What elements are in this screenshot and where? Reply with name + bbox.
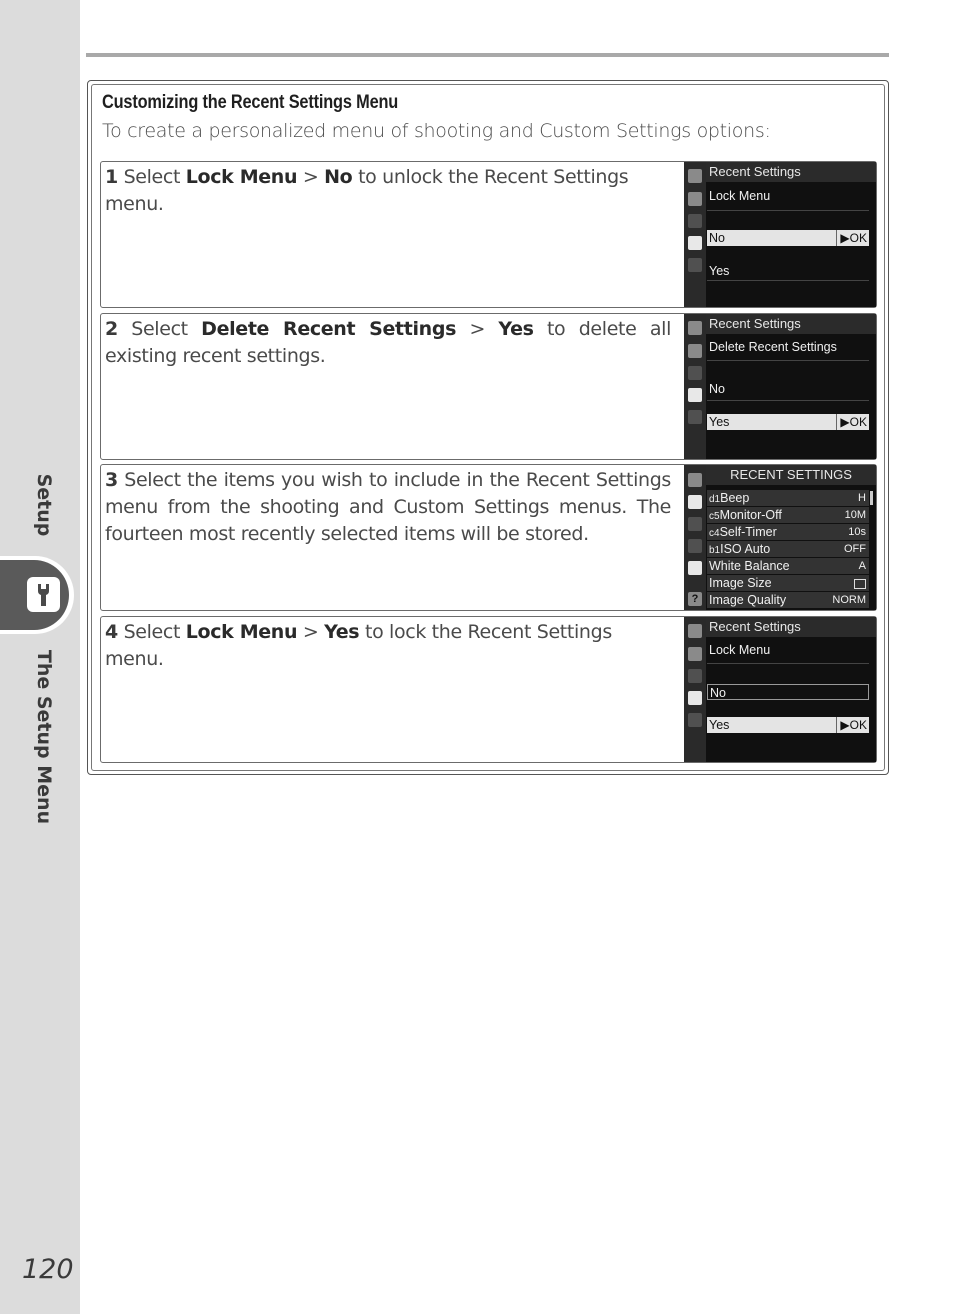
option-yes: Yes ▶OK (709, 415, 867, 429)
scrollbar (870, 491, 873, 505)
top-rule (86, 53, 889, 57)
menu-item: Image Size (707, 575, 869, 591)
custom-settings-icon (688, 669, 702, 683)
setup-menu-icon (688, 388, 702, 402)
box-title: Customizing the Recent Settings Menu (102, 92, 399, 113)
step-number: 3 (105, 469, 118, 491)
menu-item: White Balance A (707, 558, 869, 574)
step-3 (100, 464, 877, 611)
step-2-text: 2 Select Delete Recent Settings > Yes to delete all existing recent settings. (105, 318, 672, 367)
menu-item: d1Beep H (707, 490, 869, 506)
setup-menu-icon (688, 691, 702, 705)
step-3-text: 3 Select the items you wish to include in the Recent Settings menu from the shooting and Custom Settings menus. The fourteen most recently selected items will be stored. (105, 469, 671, 545)
chapter-label: The Setup Menu (33, 649, 55, 825)
screen-header: RECENT SETTINGS (706, 465, 876, 485)
menu-tab-column (684, 617, 706, 762)
playback-menu-icon (688, 473, 702, 487)
shooting-menu-icon (688, 192, 702, 206)
screen-subheader: Lock Menu (709, 643, 771, 657)
page-number: 120 (22, 1254, 74, 1285)
ok-indicator: ▶OK (836, 230, 869, 246)
menu-item: c5Monitor-Off 10M (707, 507, 869, 523)
screen-subheader: Lock Menu (709, 189, 771, 203)
step-2 (100, 313, 877, 460)
wrench-icon (27, 577, 60, 612)
option-no: No ▶OK (709, 231, 867, 245)
setup-menu-icon (688, 236, 702, 250)
recent-settings-icon (688, 561, 702, 575)
section-label: Setup (33, 473, 55, 537)
recent-settings-icon (688, 410, 702, 424)
shooting-menu-icon (688, 344, 702, 358)
playback-menu-icon (688, 321, 702, 335)
box-intro: To create a personalized menu of shooting and Custom Settings options: (102, 120, 771, 142)
menu-item: Image Quality NORM (707, 592, 869, 608)
shooting-menu-icon (688, 495, 702, 509)
ok-indicator: ▶OK (836, 717, 869, 733)
step-number: 1 (105, 166, 118, 188)
camera-menu-screen (684, 314, 876, 459)
screen-header: Recent Settings (706, 162, 876, 182)
shooting-menu-icon (688, 647, 702, 661)
recent-settings-icon (688, 713, 702, 727)
custom-settings-icon (688, 517, 702, 531)
option-yes: Yes (709, 264, 730, 278)
recent-settings-icon (688, 258, 702, 272)
step-1 (100, 161, 877, 308)
playback-menu-icon (688, 624, 702, 638)
option-no: No (707, 684, 869, 700)
camera-menu-screen (684, 162, 876, 307)
ok-indicator: ▶OK (836, 414, 869, 430)
custom-settings-icon (688, 214, 702, 228)
playback-menu-icon (688, 169, 702, 183)
divider (707, 280, 869, 281)
divider (707, 400, 869, 401)
menu-item: c4Self-Timer 10s (707, 524, 869, 540)
camera-menu-screen (684, 617, 876, 762)
step-4-text: 4 Select Lock Menu > Yes to lock the Recent Settings menu. (105, 621, 612, 670)
menu-tab-column (684, 162, 706, 307)
divider (707, 663, 869, 664)
option-no: No (709, 382, 725, 396)
screen-header: Recent Settings (706, 314, 876, 334)
menu-tab-column (684, 314, 706, 459)
option-yes: Yes ▶OK (709, 718, 867, 732)
screen-subheader: Delete Recent Settings (709, 340, 837, 354)
step-4 (100, 616, 877, 763)
camera-menu-screen (684, 465, 876, 610)
divider (707, 360, 869, 361)
step-number: 2 (105, 318, 118, 340)
screen-header: Recent Settings (706, 617, 876, 637)
image-size-icon (854, 579, 866, 589)
menu-item: b1ISO Auto OFF (707, 541, 869, 557)
setup-menu-icon (688, 539, 702, 553)
custom-settings-icon (688, 366, 702, 380)
step-number: 4 (105, 621, 118, 643)
step-1-text: 1 Select Lock Menu > No to unlock the Recent Settings menu. (105, 166, 629, 215)
divider (707, 210, 869, 211)
help-icon: ? (688, 592, 702, 606)
